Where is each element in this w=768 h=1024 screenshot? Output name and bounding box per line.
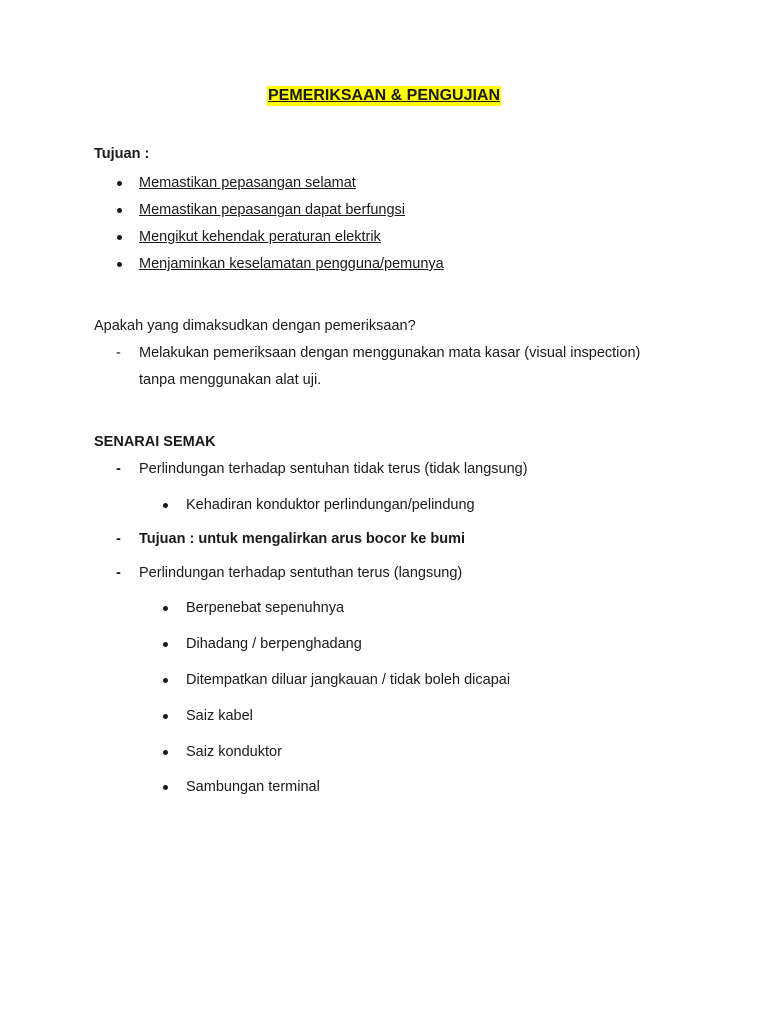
- title-wrap: [0, 86, 768, 106]
- dash-marker: -: [116, 345, 121, 361]
- bullet-icon: [163, 606, 168, 611]
- tujuan-item-label: Mengikut kehendak peraturan elektrik: [139, 229, 381, 245]
- senarai-item-1: Perlindungan terhadap sentuhan tidak terus (tidak langsung): [139, 461, 528, 477]
- bullet-icon: [163, 503, 168, 508]
- bullet-icon: [163, 642, 168, 647]
- pemeriksaan-answer-line2: tanpa menggunakan alat uji.: [139, 372, 322, 388]
- senarai-item-3-sub-6: [160, 777, 660, 797]
- bullet-icon: [117, 262, 122, 267]
- bullet-icon: [117, 208, 122, 213]
- bullet-icon: [163, 678, 168, 683]
- bullet-icon: [117, 235, 122, 240]
- senarai-item-3-sub-3: [160, 670, 660, 690]
- tujuan-item-label: Memastikan pepasangan dapat berfungsi: [139, 202, 406, 218]
- senarai-item-3-sub-4: [160, 706, 660, 726]
- dash-marker: -: [116, 531, 121, 547]
- senarai-item-1-sub: [160, 495, 660, 515]
- bullet-icon: [163, 750, 168, 755]
- tujuan-item-label: Menjaminkan keselamatan pengguna/pemunya: [139, 256, 444, 272]
- tujuan-item-3: [115, 227, 675, 247]
- dash-marker: -: [116, 565, 121, 581]
- tujuan-item-label: Memastikan pepasangan selamat: [139, 175, 356, 191]
- tujuan-item-4: [115, 254, 675, 274]
- senarai-heading: SENARAI SEMAK: [94, 434, 216, 450]
- tujuan-item-2: [115, 200, 675, 220]
- bullet-icon: [117, 181, 122, 186]
- senarai-sub-label: Kehadiran konduktor perlindungan/pelindung: [186, 497, 475, 513]
- senarai-item-2: Tujuan : untuk mengalirkan arus bocor ke bumi: [139, 531, 466, 547]
- tujuan-item-1: [115, 173, 675, 193]
- senarai-sub-label: Ditempatkan diluar jangkauan / tidak boleh dicapai: [186, 672, 511, 688]
- senarai-sub-label: Saiz kabel: [186, 708, 253, 724]
- senarai-item-3: Perlindungan terhadap sentuthan terus (langsung): [139, 565, 463, 581]
- bullet-icon: [163, 785, 168, 790]
- tujuan-heading: Tujuan :: [94, 146, 150, 162]
- senarai-sub-label: Dihadang / berpenghadang: [186, 636, 362, 652]
- bullet-icon: [163, 714, 168, 719]
- senarai-sub-label: Saiz konduktor: [186, 744, 282, 760]
- senarai-item-3-sub-1: [160, 598, 660, 618]
- pemeriksaan-question: Apakah yang dimaksudkan dengan pemeriksaan?: [94, 318, 416, 334]
- senarai-sub-label: Sambungan terminal: [186, 779, 320, 795]
- senarai-sub-label: Berpenebat sepenuhnya: [186, 600, 345, 616]
- senarai-item-3-sub-2: [160, 634, 660, 654]
- page-title: PEMERIKSAAN & PENGUJIAN: [267, 87, 501, 104]
- dash-marker: -: [116, 461, 121, 477]
- pemeriksaan-answer-line1: Melakukan pemeriksaan dengan menggunakan mata kasar (visual inspection): [139, 345, 641, 361]
- senarai-item-3-sub-5: [160, 742, 660, 762]
